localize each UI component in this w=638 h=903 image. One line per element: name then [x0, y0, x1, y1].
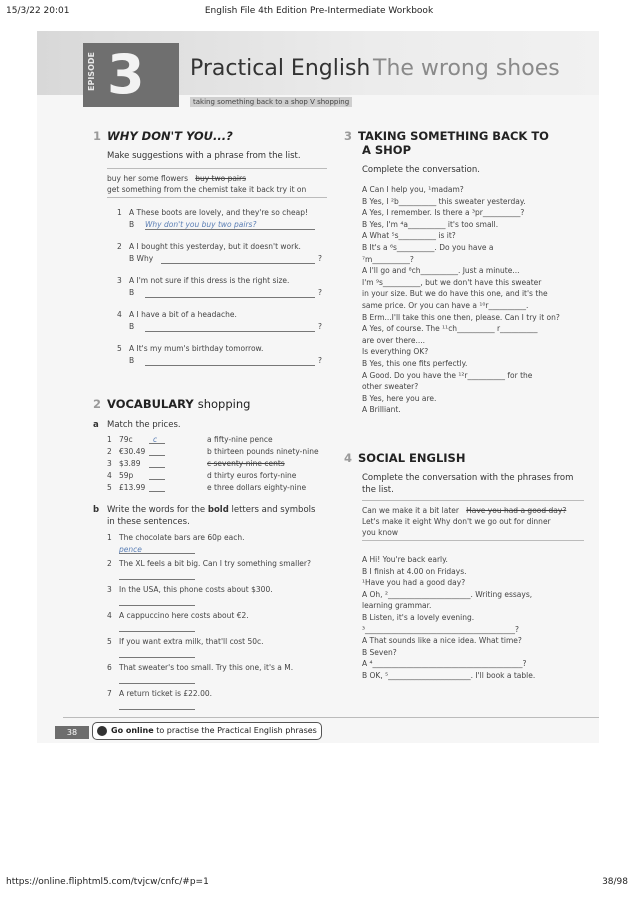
dialogue-line: A I'll go and ⁸ch__________. Just a minute...: [362, 266, 520, 276]
price-number: 5: [107, 483, 112, 492]
print-url: https://online.fliphtml5.com/tvjcw/cnfc/#p=1: [6, 877, 209, 887]
print-datetime: 15/3/22 20:01: [6, 6, 70, 16]
page-number: 38: [55, 726, 89, 739]
dialogue-line: I'm ⁹s__________, but we don't have this sweater: [362, 277, 542, 287]
answer-line: [161, 263, 315, 264]
dialogue-line: A ⁴________________________________________?: [362, 659, 527, 669]
price-words: b thirteen pounds ninety-nine: [207, 447, 319, 456]
sentence-number: 3: [107, 585, 112, 594]
dialogue-line: B Yes, I'm ⁴a__________ it's too small.: [362, 219, 499, 229]
sentence-number: 5: [107, 637, 112, 646]
dialogue-line: B I finish at 4.00 on Fridays.: [362, 566, 467, 576]
dialogue-line: A What ⁵s__________ is it?: [362, 231, 456, 241]
sentence-text: A return ticket is £22.00.: [119, 689, 212, 698]
answer-line: [149, 491, 165, 492]
answer-line: [119, 605, 195, 606]
section-3-heading: 3 TAKING SOMETHING BACK TO: [344, 129, 549, 143]
go-online-banner: Go online to practise the Practical English phrases: [92, 722, 322, 740]
sentence-text: That sweater's too small. Try this one, it's a M.: [119, 663, 294, 672]
item-prompt: A I bought this yesterday, but it doesn't work.: [129, 242, 301, 251]
item-number: 1: [117, 208, 122, 217]
dialogue-line: A Yes, I remember. Is there a ³pr__________?: [362, 208, 525, 218]
phrase-list: get something from the chemist take it back try it on: [107, 185, 307, 194]
sentence-number: 2: [107, 559, 112, 568]
price-number: 2: [107, 447, 112, 456]
section-3-heading: A SHOP: [362, 143, 412, 157]
price-words: a fifty-nine pence: [207, 435, 273, 444]
price-value: 79c: [119, 435, 133, 444]
price-number: 1: [107, 435, 112, 444]
phrase-list: Can we make it a bit later Have you had a good day?: [362, 506, 567, 515]
price-words: d thirty euros forty-nine: [207, 471, 297, 480]
item-prompt: A It's my mum's birthday tomorrow.: [129, 344, 264, 353]
section-1-heading: 1 WHY DON'T YOU...?: [93, 129, 233, 143]
episode-label: [87, 77, 96, 91]
sentence-number: 4: [107, 611, 112, 620]
part-a-label: a: [93, 420, 99, 430]
part-b-instruction: Write the words for the bold letters and symbols: [107, 505, 316, 515]
answer-line: [149, 455, 165, 456]
price-value: £13.99: [119, 483, 146, 492]
answer-line: [149, 467, 165, 468]
item-prompt: A I have a bit of a headache.: [129, 310, 237, 319]
item-response-label: B Why: [129, 254, 154, 263]
page-subtitle: The wrong shoes: [373, 56, 560, 81]
sentence-number: 7: [107, 689, 112, 698]
question-mark: ?: [318, 254, 322, 263]
dialogue-line: B It's a ⁶s__________. Do you have a: [362, 243, 494, 252]
price-words: c seventy-nine cents: [207, 459, 285, 468]
print-page-count: 38/98: [602, 877, 628, 887]
answer-line: [145, 297, 315, 298]
part-b-instruction: in these sentences.: [107, 517, 190, 527]
section-3-instruction: Complete the conversation.: [362, 165, 480, 175]
question-mark: ?: [318, 288, 322, 297]
page-title: Practical English: [190, 56, 371, 81]
dialogue-line: B Yes, here you are.: [362, 393, 437, 403]
divider: [107, 168, 327, 169]
section-4-instruction: the list.: [362, 485, 394, 495]
online-icon: [97, 726, 107, 736]
dialogue-line: A That sounds like a nice idea. What time?: [362, 636, 522, 646]
dialogue-line: B Yes, this one fits perfectly.: [362, 359, 468, 368]
answer-line: [119, 709, 195, 710]
phrase-list: buy her some flowers buy two pairs: [107, 174, 247, 183]
topic-strip: taking something back to a shop V shopping: [190, 97, 352, 107]
dialogue-line: B Listen, it's a lovely evening.: [362, 613, 475, 622]
section-4-instruction: Complete the conversation with the phrases from: [362, 473, 574, 483]
dialogue-line: ⁷m__________?: [362, 254, 414, 264]
answer-line: [145, 229, 315, 230]
sentence-answer: pence: [119, 545, 142, 554]
sentence-number: 6: [107, 663, 112, 672]
phrase-list: you know: [362, 528, 398, 537]
dialogue-line: Is everything OK?: [362, 347, 429, 357]
item-response-label: B: [129, 356, 135, 365]
divider: [362, 500, 584, 501]
answer-line: [145, 365, 315, 366]
price-value: €30.49: [119, 447, 146, 456]
price-answer: c: [153, 435, 158, 444]
dialogue-line: B Erm...I'll take this one then, please. Can I try it on?: [362, 312, 560, 322]
dialogue-line: same price. Or you can have a ¹⁰r__________.: [362, 301, 529, 310]
question-mark: ?: [318, 356, 322, 365]
dialogue-line: other sweater?: [362, 382, 419, 392]
footer-divider: [63, 717, 599, 718]
item-response-label: B: [129, 220, 135, 229]
sentence-number: 1: [107, 533, 112, 542]
sentence-text: If you want extra milk, that'll cost 50c.: [119, 637, 264, 646]
dialogue-line: A Hi! You're back early.: [362, 555, 448, 564]
item-prompt: A I'm not sure if this dress is the right size.: [129, 276, 290, 285]
item-response-label: B: [129, 322, 135, 331]
item-answer: Why don't you buy two pairs?: [145, 220, 257, 229]
dialogue-line: are over there....: [362, 335, 425, 345]
dialogue-line: A Brilliant.: [362, 405, 401, 415]
section-1-instruction: Make suggestions with a phrase from the list.: [107, 151, 301, 161]
price-words: e three dollars eighty-nine: [207, 483, 307, 492]
dialogue-line: A Can I help you, ¹madam?: [362, 185, 464, 194]
dialogue-line: B Yes, I ²b__________ this sweater yesterday.: [362, 196, 526, 206]
price-number: 4: [107, 471, 112, 480]
sentence-text: The chocolate bars are 60p each.: [119, 533, 245, 542]
dialogue-line: ³________________________________________?: [362, 624, 519, 634]
divider: [107, 197, 327, 198]
sentence-text: A cappuccino here costs about €2.: [119, 611, 249, 620]
dialogue-line: B Seven?: [362, 647, 397, 657]
part-a-instruction: Match the prices.: [107, 420, 181, 430]
episode-number: 3: [107, 43, 145, 106]
price-value: $3.89: [119, 459, 141, 468]
price-value: 59p: [119, 471, 134, 480]
divider: [362, 540, 584, 541]
dialogue-line: A Oh, ²______________________. Writing essays,: [362, 589, 533, 599]
answer-line: [119, 631, 195, 632]
section-2-heading: 2 VOCABULARY shopping: [93, 397, 251, 411]
item-response-label: B: [129, 288, 135, 297]
dialogue-line: ¹Have you had a good day?: [362, 578, 466, 588]
item-number: 5: [117, 344, 122, 353]
answer-line: [119, 683, 195, 684]
dialogue-line: learning grammar.: [362, 601, 432, 611]
item-number: 3: [117, 276, 122, 285]
section-4-heading: 4 SOCIAL ENGLISH: [344, 451, 466, 465]
dialogue-line: in your size. But we do have this one, and it's the: [362, 289, 548, 299]
price-number: 3: [107, 459, 112, 468]
dialogue-line: A Yes, of course. The ¹¹ch__________ r__________: [362, 324, 538, 334]
item-prompt: A These boots are lovely, and they're so cheap!: [129, 208, 309, 217]
answer-line: [145, 331, 315, 332]
phrase-list: Let's make it eight Why don't we go out for dinner: [362, 517, 551, 526]
item-number: 4: [117, 310, 122, 319]
dialogue-line: B OK, ⁵______________________. I'll book a table.: [362, 671, 536, 680]
answer-line: [149, 479, 165, 480]
answer-line: [119, 657, 195, 658]
answer-line: [119, 579, 195, 580]
item-number: 2: [117, 242, 122, 251]
print-doc-title: English File 4th Edition Pre-Intermediate Workbook: [204, 6, 434, 16]
workbook-page-scan: [37, 31, 599, 743]
dialogue-line: A Good. Do you have the ¹²r__________ for the: [362, 370, 533, 380]
part-b-label: b: [93, 505, 100, 515]
question-mark: ?: [318, 322, 322, 331]
sentence-text: The XL feels a bit big. Can I try something smaller?: [119, 559, 311, 568]
sentence-text: In the USA, this phone costs about $300.: [119, 585, 273, 594]
